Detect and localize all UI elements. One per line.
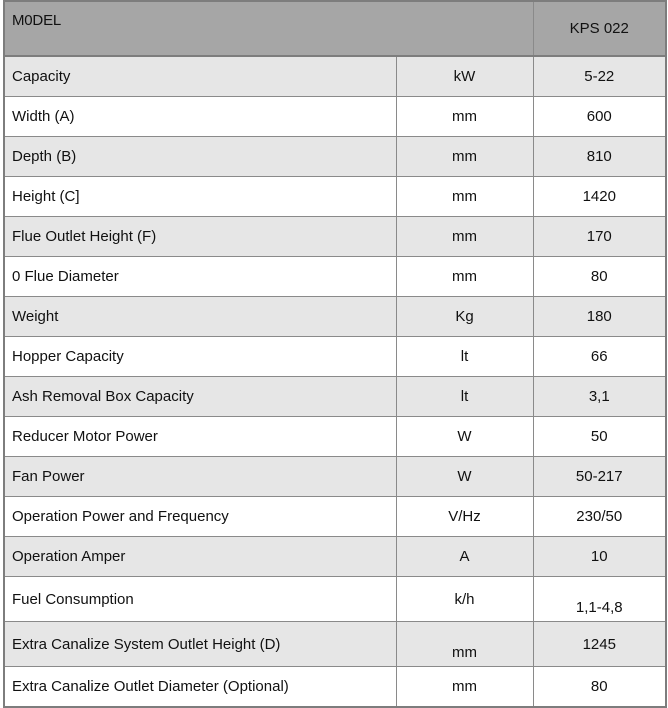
model-value: KPS 022 [533, 1, 666, 56]
unit-cell: mm [396, 217, 533, 257]
table-row [4, 537, 666, 577]
parameter-cell: Capacity [4, 56, 396, 97]
unit-cell: lt [396, 337, 533, 377]
value-cell: 50 [533, 417, 666, 457]
parameter-cell: Weight [4, 297, 396, 337]
unit-cell: k/h [396, 577, 533, 622]
table-row [4, 177, 666, 217]
parameter-cell: Extra Canalize System Outlet Height (D) [4, 622, 396, 667]
table-row [4, 377, 666, 417]
unit-cell: Kg [396, 297, 533, 337]
table-row [4, 577, 666, 622]
value-cell: 80 [533, 667, 666, 708]
unit-cell: mm [396, 97, 533, 137]
value-cell: 170 [533, 217, 666, 257]
unit-cell: A [396, 537, 533, 577]
value-cell: 66 [533, 337, 666, 377]
table-row [4, 337, 666, 377]
value-cell: 230/50 [533, 497, 666, 537]
table-row [4, 56, 666, 97]
parameter-cell: Operation Amper [4, 537, 396, 577]
table-row [4, 97, 666, 137]
value-cell: 180 [533, 297, 666, 337]
value-cell: 600 [533, 97, 666, 137]
value-cell: 1,1-4,8 [533, 577, 666, 622]
unit-cell: V/Hz [396, 497, 533, 537]
unit-cell: mm [396, 667, 533, 708]
parameter-cell: Fan Power [4, 457, 396, 497]
value-cell: 3,1 [533, 377, 666, 417]
value-cell: 5-22 [533, 56, 666, 97]
unit-cell: mm [396, 137, 533, 177]
unit-cell: lt [396, 377, 533, 417]
parameter-cell: Hopper Capacity [4, 337, 396, 377]
table-row [4, 622, 666, 667]
value-cell: 50-217 [533, 457, 666, 497]
unit-cell: mm [396, 257, 533, 297]
value-cell: 1245 [533, 622, 666, 667]
table-row [4, 457, 666, 497]
parameter-cell: Flue Outlet Height (F) [4, 217, 396, 257]
table-row [4, 137, 666, 177]
table-row [4, 497, 666, 537]
specifications-table [3, 0, 667, 708]
value-cell: 1420 [533, 177, 666, 217]
value-cell: 80 [533, 257, 666, 297]
unit-cell: W [396, 457, 533, 497]
parameter-cell: Ash Removal Box Capacity [4, 377, 396, 417]
table-row [4, 667, 666, 708]
table-header-row [4, 1, 666, 56]
parameter-cell: Fuel Consumption [4, 577, 396, 622]
value-cell: 810 [533, 137, 666, 177]
unit-cell: mm [396, 177, 533, 217]
parameter-cell: Extra Canalize Outlet Diameter (Optional) [4, 667, 396, 708]
table-row [4, 417, 666, 457]
model-label: M0DEL [4, 1, 533, 56]
table-row [4, 257, 666, 297]
parameter-cell: Operation Power and Frequency [4, 497, 396, 537]
table-row [4, 297, 666, 337]
parameter-cell: Depth (B) [4, 137, 396, 177]
parameter-cell: 0 Flue Diameter [4, 257, 396, 297]
unit-cell: kW [396, 56, 533, 97]
unit-cell: mm [396, 622, 533, 667]
parameter-cell: Reducer Motor Power [4, 417, 396, 457]
value-cell: 10 [533, 537, 666, 577]
parameter-cell: Height (C] [4, 177, 396, 217]
table-row [4, 217, 666, 257]
parameter-cell: Width (A) [4, 97, 396, 137]
unit-cell: W [396, 417, 533, 457]
